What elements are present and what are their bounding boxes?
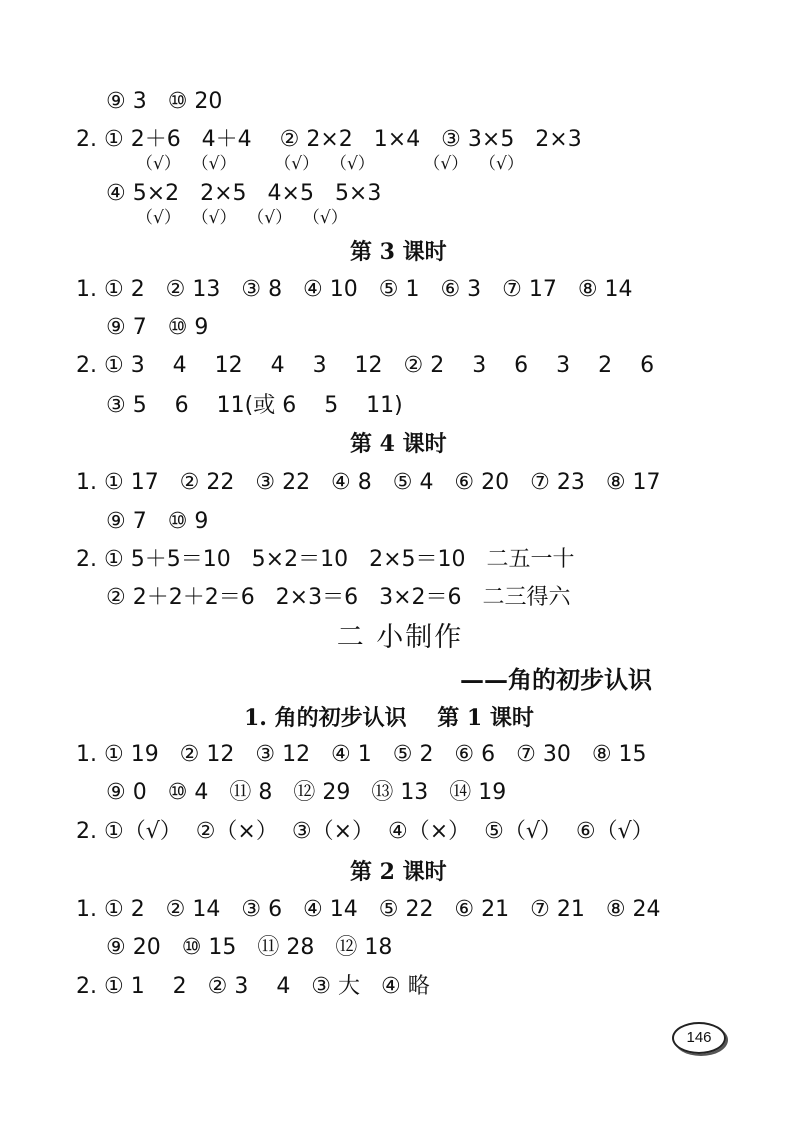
answer-line: 2. ① 5＋5＝10 5×2＝10 2×5＝10 二五一十 (76, 547, 575, 572)
tick-row: （√） （√） （√） （√） （√） （√） (136, 154, 524, 174)
answer-line: 1. ① 19 ② 12 ③ 12 ④ 1 ⑤ 2 ⑥ 6 ⑦ 30 ⑧ 15 (76, 742, 647, 767)
answer-line: ⑨ 20 ⑩ 15 ⑪ 28 ⑫ 18 (106, 935, 393, 960)
lesson-heading: 第 2 课时 (350, 859, 447, 885)
answer-line: 2. ① 1 2 ② 3 4 ③ 大 ④ 略 (76, 974, 430, 999)
answer-line: ⑨ 3 ⑩ 20 (106, 89, 223, 114)
answer-line: 2. ①（√） ②（×） ③（×） ④（×） ⑤（√） ⑥（√） (76, 819, 654, 844)
answer-line: ⑨ 7 ⑩ 9 (106, 315, 209, 340)
lesson-heading: 第 4 课时 (350, 431, 447, 457)
answer-line: 1. ① 2 ② 14 ③ 6 ④ 14 ⑤ 22 ⑥ 21 ⑦ 21 ⑧ 24 (76, 897, 661, 922)
answer-line: ⑨ 7 ⑩ 9 (106, 509, 209, 534)
chapter-subtitle: ——角的初步认识 (460, 665, 652, 694)
chapter-title: 二 小制作 (336, 622, 464, 653)
page-number: 146 (672, 1022, 726, 1054)
answer-line: ③ 5 6 11(或 6 5 11) (106, 393, 403, 418)
answer-line: 1. ① 17 ② 22 ③ 22 ④ 8 ⑤ 4 ⑥ 20 ⑦ 23 ⑧ 17 (76, 470, 661, 495)
answer-line: 1. ① 2 ② 13 ③ 8 ④ 10 ⑤ 1 ⑥ 3 ⑦ 17 ⑧ 14 (76, 277, 633, 302)
section-heading: 1. 角的初步认识 第 1 课时 (244, 705, 534, 731)
lesson-heading: 第 3 课时 (350, 239, 447, 265)
answer-line: ② 2＋2＋2＝6 2×3＝6 3×2＝6 二三得六 (106, 585, 571, 610)
answer-line: 2. ① 2＋6 4＋4 ② 2×2 1×4 ③ 3×5 2×3 (76, 127, 582, 152)
answer-line: ④ 5×2 2×5 4×5 5×3 (106, 181, 382, 206)
tick-row: （√） （√） （√） （√） (136, 208, 348, 228)
answer-line: ⑨ 0 ⑩ 4 ⑪ 8 ⑫ 29 ⑬ 13 ⑭ 19 (106, 780, 507, 805)
answer-line: 2. ① 3 4 12 4 3 12 ② 2 3 6 3 2 6 (76, 353, 655, 378)
